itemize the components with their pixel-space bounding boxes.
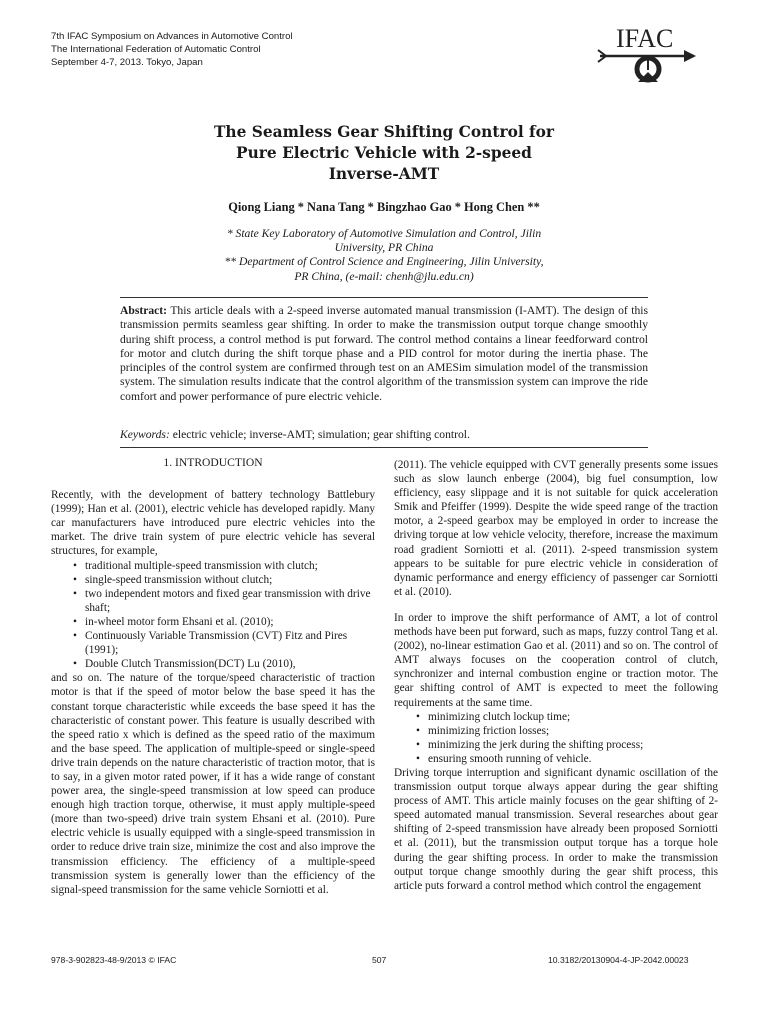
bullet-icon: • <box>73 658 77 671</box>
list-item: • Double Clutch Transmission(DCT) Lu (2010), <box>73 658 296 671</box>
bullet-icon: • <box>73 559 77 572</box>
bullet-list <box>51 559 375 672</box>
affiliation-line: ** Department of Control Science and Engineering, Jilin University, <box>224 255 544 269</box>
list-item: • Continuously Variable Transmission (CVT) Fitz and Pires (1991); <box>73 630 348 657</box>
keywords-text: electric vehicle; inverse-AMT; simulation; gear shifting control. <box>172 428 470 441</box>
header-line: 7th IFAC Symposium on Advances in Automotive Control <box>51 31 293 42</box>
abstract-top-rule <box>120 297 648 298</box>
affiliation-line: PR China, (e-mail: chenh@jlu.edu.cn) <box>294 269 474 283</box>
page-number: 507 <box>372 955 387 965</box>
author-list: Qiong Liang * Nana Tang * Bingzhao Gao * Hong Chen ** <box>228 200 540 214</box>
header-line: The International Federation of Automatic Control <box>51 44 261 55</box>
bullet-icon: • <box>416 710 420 723</box>
paragraph: In order to improve the shift performance of AMT, a lot of control methods have been put forward, such as maps, fuzzy control Tang et al. (2002), no-linear estimation Gao et al. (2011) and so on. The control of AMT always focuses on the cooperation control of clutch, synchronizer and internal combustion engine or traction motor. The gear shifting control of AMT is expected to meet the following requirements at the same time. <box>394 611 718 709</box>
abstract-bottom-rule <box>120 447 648 448</box>
right-column <box>394 458 718 893</box>
abstract <box>120 304 648 404</box>
paragraph: (2011). The vehicle equipped with CVT generally presents some issues such as slow launch enberge (2004), big fuel consumption, low efficiency, easy slippage and it is not suitable for quick acceleration Smik and Pfeiffer (1999). Despite the wide speed range of the traction motor, a 2-speed gearbox may be employed in order to increase the driving torque at low vehicle velocity, therefore, increase the maximum road gradient Sorniotti et al. (2011). 2-speed transmission system appears to be suitable for pure electric vehicle in consideration of dynamic performance and energy efficiency of passenger car Sorniotti et al. (2010). <box>394 459 718 598</box>
title-line: Pure Electric Vehicle with 2-speed <box>236 144 532 162</box>
conference-header <box>51 30 293 69</box>
header-line: September 4-7, 2013. Tokyo, Japan <box>51 57 203 68</box>
affiliations <box>170 227 598 284</box>
paragraph: Recently, with the development of battery technology Battlebury (1999); Han et al. (2001), electric vehicle has developed rapidly. Many car manufacturers have introduced pure electric vehicles into the market. The drive train system of pure electric vehicle has several structures, for example, <box>51 489 375 558</box>
bullet-icon: • <box>73 587 77 600</box>
list-item: • single-speed transmission without clutch; <box>73 573 273 586</box>
bullet-icon: • <box>416 752 420 765</box>
list-item: • minimizing clutch lockup time; <box>416 710 571 723</box>
bullet-list <box>394 710 718 766</box>
keywords <box>120 428 648 441</box>
title-line: Inverse-AMT <box>328 165 440 183</box>
list-item: • traditional multiple-speed transmission with clutch; <box>73 559 318 572</box>
list-item: • minimizing friction losses; <box>416 724 550 737</box>
section-heading: 1. INTRODUCTION <box>163 456 263 469</box>
abstract-text: This article deals with a 2-speed inverse automated manual transmission (I-AMT). The design of this transmission permits seamless gear shifting. In order to make the transmission output torque change smoothly during shift process, a control method is put forward. The control method contains a linear feedforward control for motor and clutch during the shift torque phase and a PID control for motor during the inertia phase. The principles of the control system are confirmed through test on an AMESim simulation model of the transmission system. The simulation results indicate that the control algorithm of the transmission system can improve the ride comfort and power performance of pure electric vehicle. <box>120 304 648 403</box>
isbn-text: 978-3-902823-48-9/2013 © IFAC <box>51 955 177 965</box>
keywords-label: Keywords: <box>120 428 170 441</box>
doi-text: 10.3182/20130904-4-JP-2042.00023 <box>548 955 689 965</box>
list-item: • ensuring smooth running of vehicle. <box>416 752 592 765</box>
affiliation-line: University, PR China <box>334 241 434 255</box>
bullet-icon: • <box>73 615 77 628</box>
bullet-icon: • <box>416 724 420 737</box>
affiliation-line: * State Key Laboratory of Automotive Simulation and Control, Jilin <box>226 227 542 240</box>
paragraph: Driving torque interruption and significant dynamic oscillation of the transmission output torque always appear during the gear shifting process of AMT. This article mainly focuses on the gear shifting of 2-speed automated manual transmission. Several researches about gear shifting of 2-speed transmission have already been proposed Sorniotti et al. (2011), but the transmission output torque has a torque hole during the gear shifting process. In order to make the transmission output torque change smoothly during the gear shift process, this article puts forward a control method which control the engagement <box>394 766 718 892</box>
logo-text: IFAC <box>616 24 674 53</box>
ifac-logo <box>594 22 700 94</box>
paragraph: and so on. The nature of the torque/speed characteristic of traction motor is that if the speed of motor below the base speed it has the constant torque characteristic while exceeds the base speed it has the characteristic of constant power. This feature is usually described with the speed ratio x which is defined as the speed ratio of the maximum and the base speed. The application of multiple-speed or single-speed drive train depends on the nature characteristic of traction motor, that is to say, in a given motor rated power, if it has a wide range of constant power area, the single-speed transmission at low speed can produce enough high traction torque, otherwise, it must apply multiple-speed (more than two-speed) drive train system Ehsani et al. (2010). Pure electric vehicle is usually equipped with a single-speed transmission in order to reduce drive train size, minimize the cost and also improve the transmission efficiency. The efficiency of a multiple-speed transmission system is generally lower than the efficiency of the signal-speed transmission for the same vehicle Sorniotti et al. <box>51 672 375 896</box>
bullet-icon: • <box>416 738 420 751</box>
paper-title <box>150 122 618 185</box>
abstract-label: Abstract: <box>120 304 168 317</box>
title-line: The Seamless Gear Shifting Control for <box>213 123 555 141</box>
bullet-icon: • <box>73 573 77 586</box>
left-column <box>51 456 375 897</box>
list-item: • minimizing the jerk during the shifting process; <box>416 738 644 751</box>
bullet-icon: • <box>73 630 77 643</box>
list-item: • two independent motors and fixed gear transmission with drive shaft; <box>73 587 371 614</box>
list-item: • in-wheel motor form Ehsani et al. (2010); <box>73 615 274 628</box>
